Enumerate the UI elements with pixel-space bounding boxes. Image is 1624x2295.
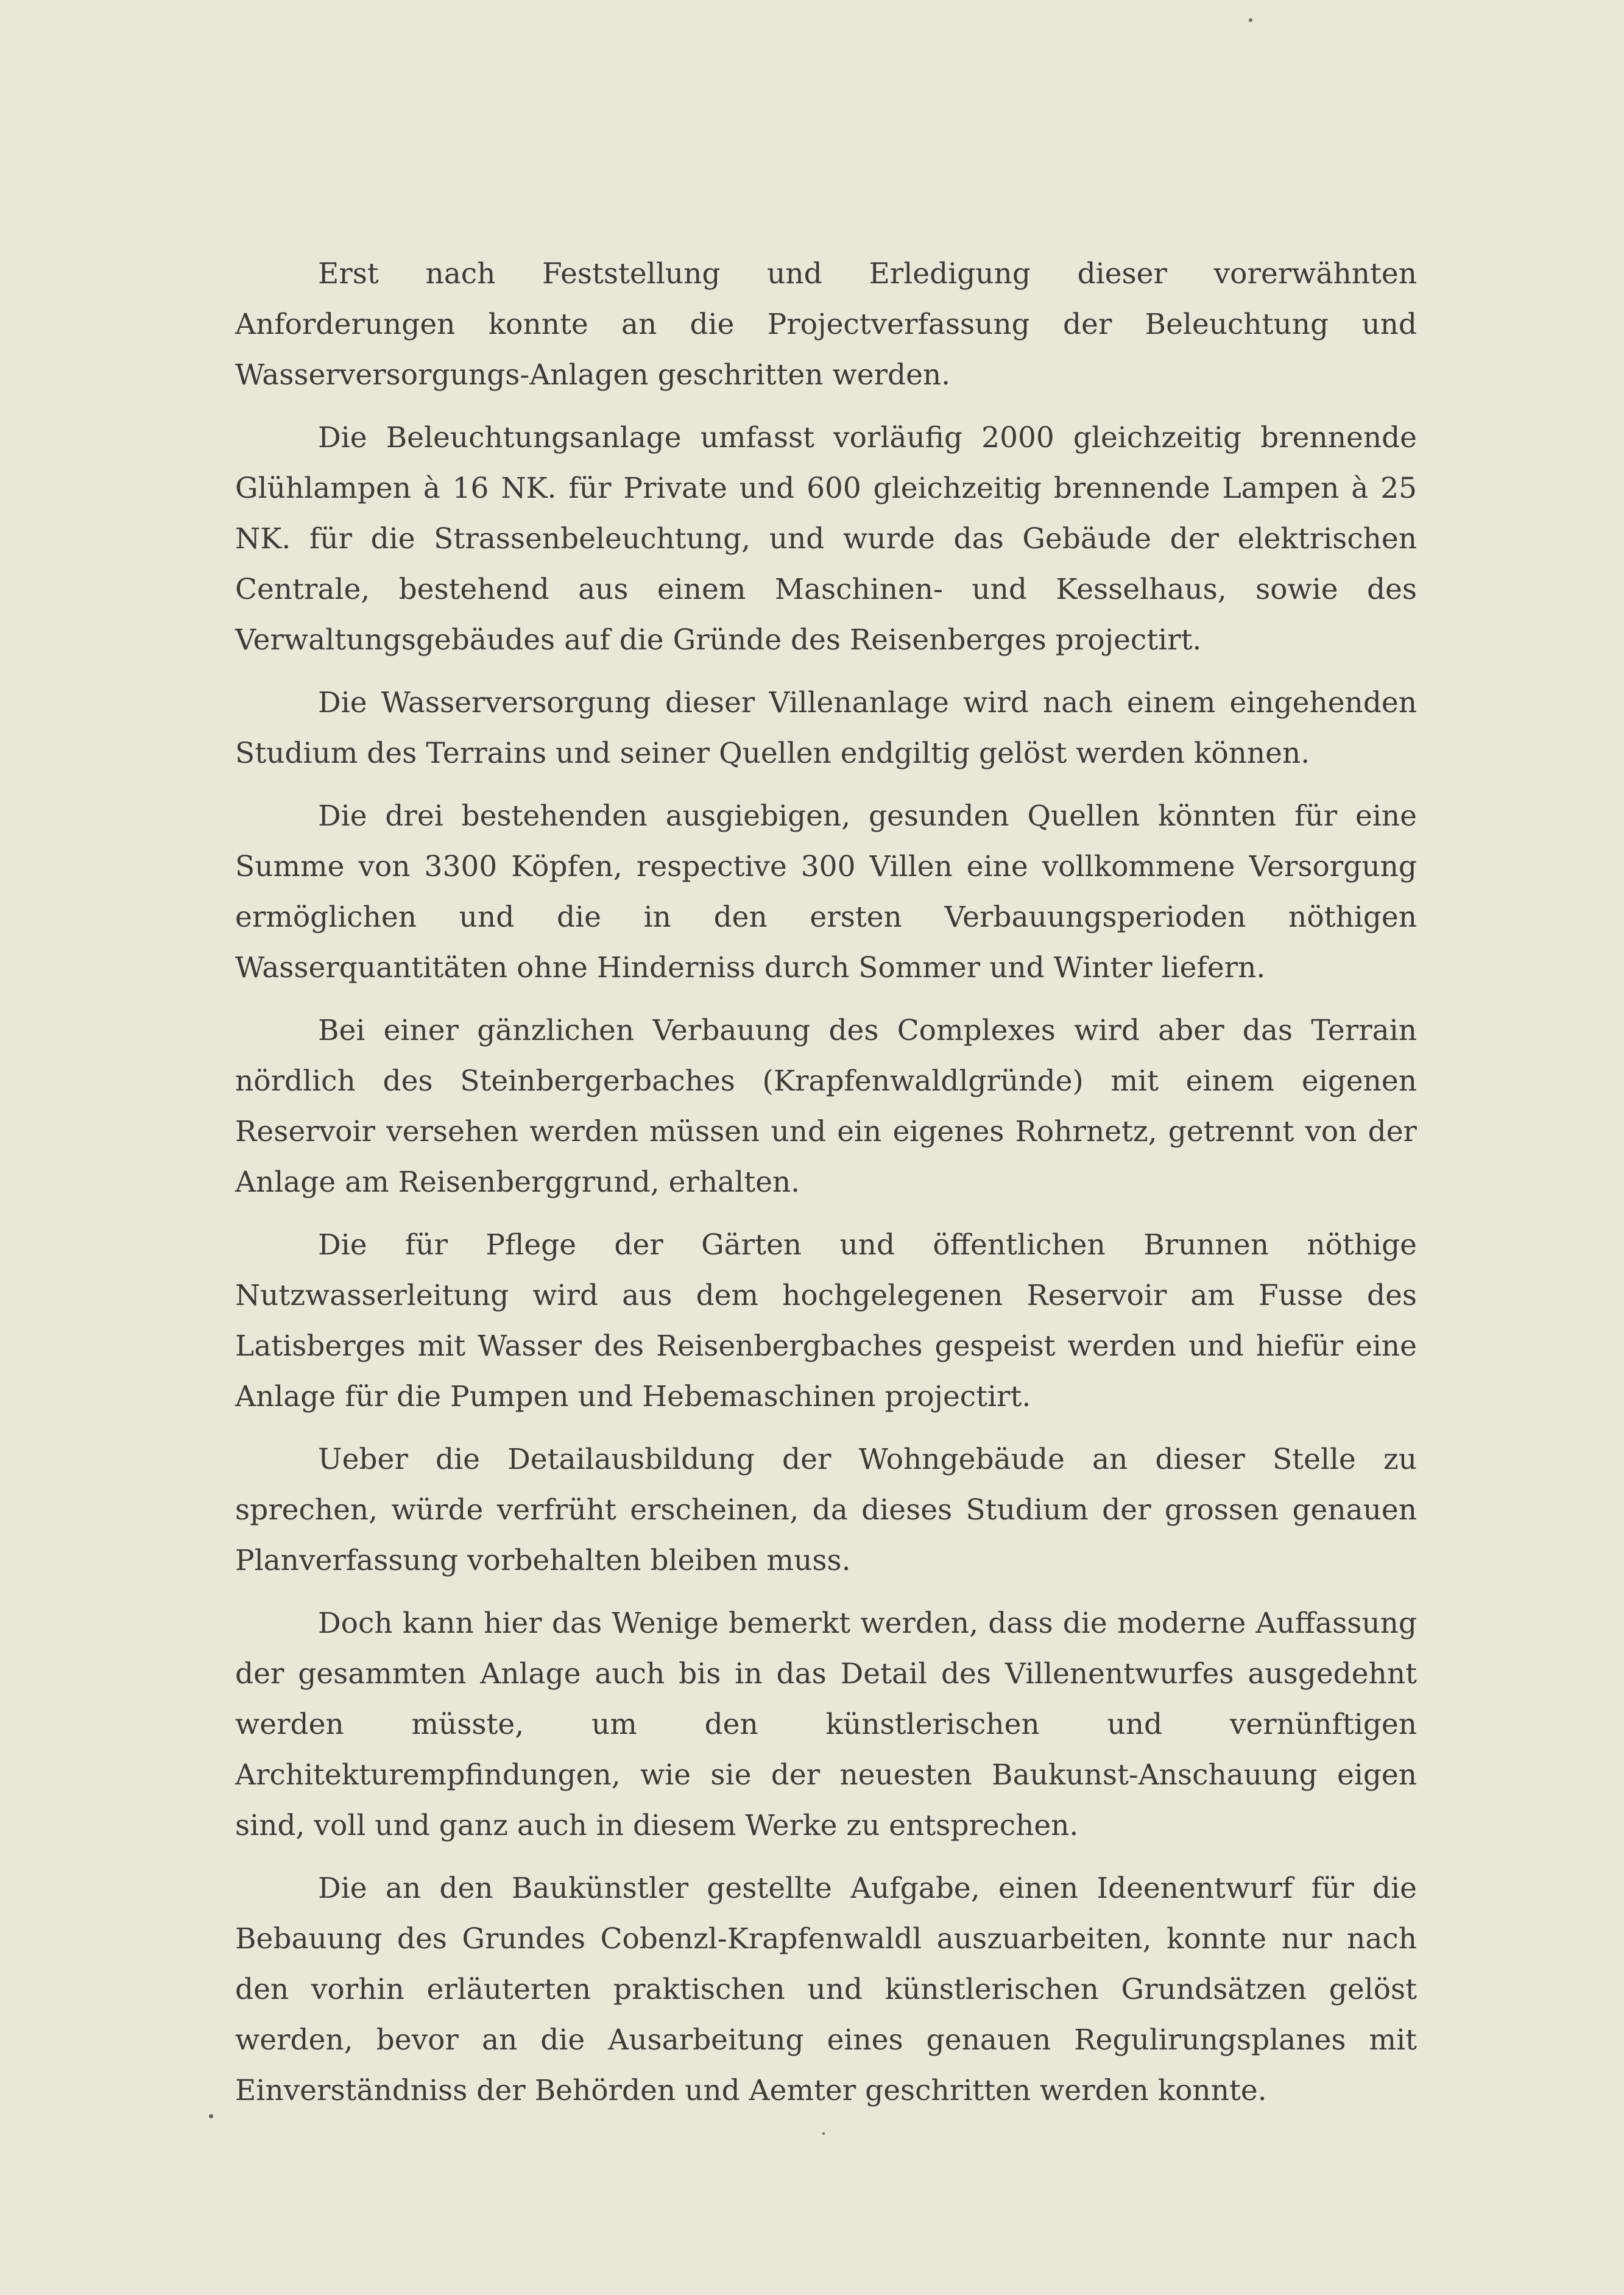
paragraph-5: Bei einer gänzlichen Verbauung des Complexes wird aber das Terrain nördlich des Steinbergerbaches (Krapfenwaldlgründe) mit einem eigenen Reservoir versehen werden müssen und ein eigenes Rohrnetz, getrennt von der Anlage am Reisenberggrund, erhalten. (235, 1014, 1417, 1199)
paragraph-4: Die drei bestehenden ausgiebigen, gesunden Quellen könnten für eine Summe von 3300 Köpfen, respective 300 Villen eine vollkommene Versorgung ermöglichen und die in den ersten Verbauungsperioden nöthigen Wasserquantitäten ohne Hinderniss durch Sommer und Winter liefern. (235, 799, 1417, 985)
paragraph-1: Erst nach Feststellung und Erledigung dieser vorerwähnten Anforderungen konnte an die Projectverfassung der Beleuchtung und Wasserversorgungs-Anlagen geschritten werden. (235, 257, 1417, 392)
paragraph-6: Die für Pflege der Gärten und öffentlichen Brunnen nöthige Nutzwasserleitung wird aus dem hochgelegenen Reservoir am Fusse des Latisberges mit Wasser des Reisenbergbaches gespeist werden und hiefür eine Anlage für die Pumpen und Hebemaschinen projectirt. (235, 1228, 1417, 1413)
paragraph-8: Doch kann hier das Wenige bemerkt werden, dass die moderne Auffassung der gesammten Anlage auch bis in das Detail des Villenentwurfes ausgedehnt werden müsste, um den künstlerischen und vernünftigen Architekturempfindungen, wie sie der neuesten Baukunst-Anschauung eigen sind, voll und ganz auch in diesem Werke zu entsprechen. (235, 1607, 1417, 1842)
paper-speck (209, 2114, 213, 2118)
body-text (235, 249, 1417, 2128)
paragraph-2: Die Beleuchtungsanlage umfasst vorläufig 2000 gleichzeitig brennende Glühlampen à 16 NK. für Private und 600 gleichzeitig brennende Lampen à 25 NK. für die Strassenbeleuchtung, und wurde das Gebäude der elektrischen Centrale, bestehend aus einem Maschinen- und Kesselhaus, sowie des Verwaltungsgebäudes auf die Gründe des Reisenberges projectirt. (235, 421, 1417, 657)
paper-speck (822, 2132, 825, 2135)
paper-speck (1249, 18, 1252, 22)
paragraph-9: Die an den Baukünstler gestellte Aufgabe, einen Ideenentwurf für die Bebauung des Grundes Cobenzl-Krapfenwaldl auszuarbeiten, konnte nur nach den vorhin erläuterten praktischen und künstlerischen Grundsätzen gelöst werden, bevor an die Ausarbeitung eines genauen Regulirungsplanes mit Einverständniss der Behörden und Aemter geschritten werden konnte. (235, 1872, 1417, 2107)
paragraph-7: Ueber die Detailausbildung der Wohngebäude an dieser Stelle zu sprechen, würde verfrüht erscheinen, da dieses Studium der grossen genauen Planverfassung vorbehalten bleiben muss. (235, 1443, 1417, 1577)
paragraph-3: Die Wasserversorgung dieser Villenanlage wird nach einem eingehenden Studium des Terrains und seiner Quellen endgiltig gelöst werden können. (235, 686, 1417, 770)
